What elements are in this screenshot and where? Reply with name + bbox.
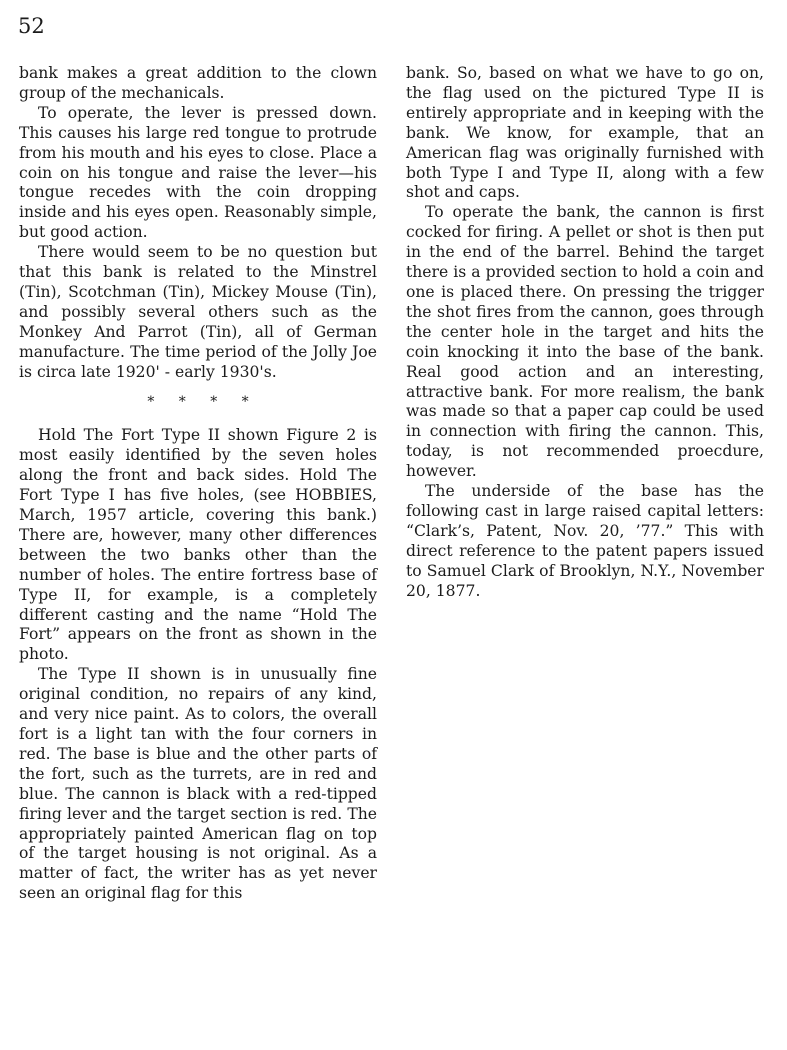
- paragraph-hold-the-fort: Hold The Fort Type II shown Figure 2 is most easily identified by the seven holes along the front and back sides. Hold The Fort Type I has five holes, (see HOBBIES, March, 1957 article, covering this bank.) There are, however, many other differences between the two banks other than the number of holes. The entire fortress base of Type II, for example, is a completely different casting and the name “Hold The Fort” appears on the front as shown in the photo.: [19, 426, 377, 664]
- left-column: [19, 64, 377, 904]
- paragraph-condition: The Type II shown is in unusually fine original condition, no repairs of any kind, and very nice paint. As to colors, the overall fort is a light tan with the four corners in red. The base is blue and the other parts of the fort, such as the turrets, are in red and blue. The cannon is black with a red-tipped firing lever and the target section is red. The appropriately painted American flag on top of the target housing is not original. As a matter of fact, the writer has as yet never seen an original flag for this: [19, 665, 377, 903]
- paragraph-continued: bank makes a great addition to the clown group of the mechanicals.: [19, 64, 377, 102]
- right-column: [406, 64, 764, 601]
- paragraph-operation: To operate, the lever is pressed down. This causes his large red tongue to protrude from his mouth and his eyes to close. Place a coin on his tongue and raise the lever—his tongue recedes with the coin dropping inside and his eyes open. Reasonably simple, but good action.: [19, 103, 377, 242]
- section-separator: * * * *: [147, 393, 259, 410]
- paragraph-flag: bank. So, based on what we have to go on, the flag used on the pictured Type II is entirely appropriate and in keeping with the bank. We know, for example, that an American flag was originally furnished with both Type I and Type II, along with a few shot and caps.: [406, 64, 764, 202]
- paragraph-cannon-operation: To operate the bank, the cannon is first cocked for firing. A pellet or shot is then put in the end of the barrel. Behind the target there is a provided section to hold a coin and one is placed there. On pressing the trigger the shot fires from the cannon, goes through the center hole in the target and hits the coin knocking it into the base of the bank. Real good action and an interesting, attractive bank. For more realism, the bank was made so that a paper cap could be used in connection with firing the cannon. This, today, is not recommended proecdure, however.: [406, 203, 764, 481]
- paragraph-related-banks: There would seem to be no question but that this bank is related to the Minstrel (Tin), Scotchman (Tin), Mickey Mouse (Tin), and possibly several others such as the Monkey And Parrot (Tin), all of German manufacture. The time period of the Jolly Joe is circa late 1920' - early 1930's.: [19, 243, 377, 381]
- page-number: 52: [18, 14, 45, 38]
- paragraph-patent: The underside of the base has the following cast in large raised capital letters: “Clark’s, Patent, Nov. 20, ’77.” This with direct reference to the patent papers issued to Samuel Clark of Brooklyn, N.Y., November 20, 1877.: [406, 482, 764, 600]
